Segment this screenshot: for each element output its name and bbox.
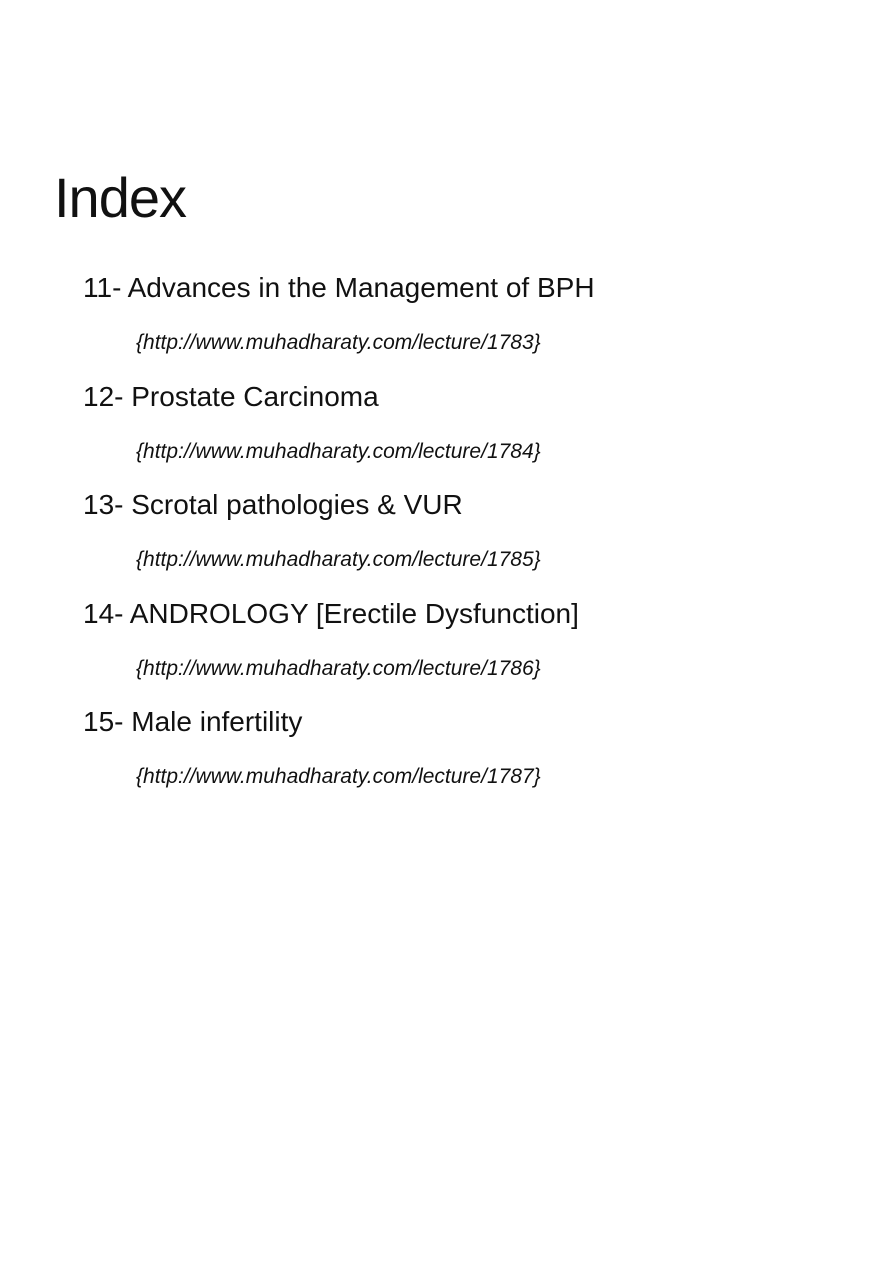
entry-title: 11- Advances in the Management of BPH bbox=[83, 272, 595, 303]
entry-title: 12- Prostate Carcinoma bbox=[83, 380, 379, 412]
entry-title: 13- Scrotal pathologies & VUR bbox=[83, 489, 463, 520]
lecture-link[interactable]: {http://www.muhadharaty.com/lecture/1786} bbox=[136, 656, 541, 680]
entry-title: 14- ANDROLOGY [Erectile Dysfunction] bbox=[83, 597, 579, 629]
lecture-link[interactable]: {http://www.muhadharaty.com/lecture/1784} bbox=[136, 439, 541, 463]
lecture-link[interactable]: {http://www.muhadharaty.com/lecture/1787} bbox=[136, 765, 541, 788]
lecture-link[interactable]: {http://www.muhadharaty.com/lecture/1783} bbox=[136, 331, 541, 354]
lecture-link[interactable]: {http://www.muhadharaty.com/lecture/1785} bbox=[136, 548, 541, 571]
page-title: Index bbox=[54, 166, 186, 229]
entry-title: 15- Male infertility bbox=[83, 706, 303, 737]
